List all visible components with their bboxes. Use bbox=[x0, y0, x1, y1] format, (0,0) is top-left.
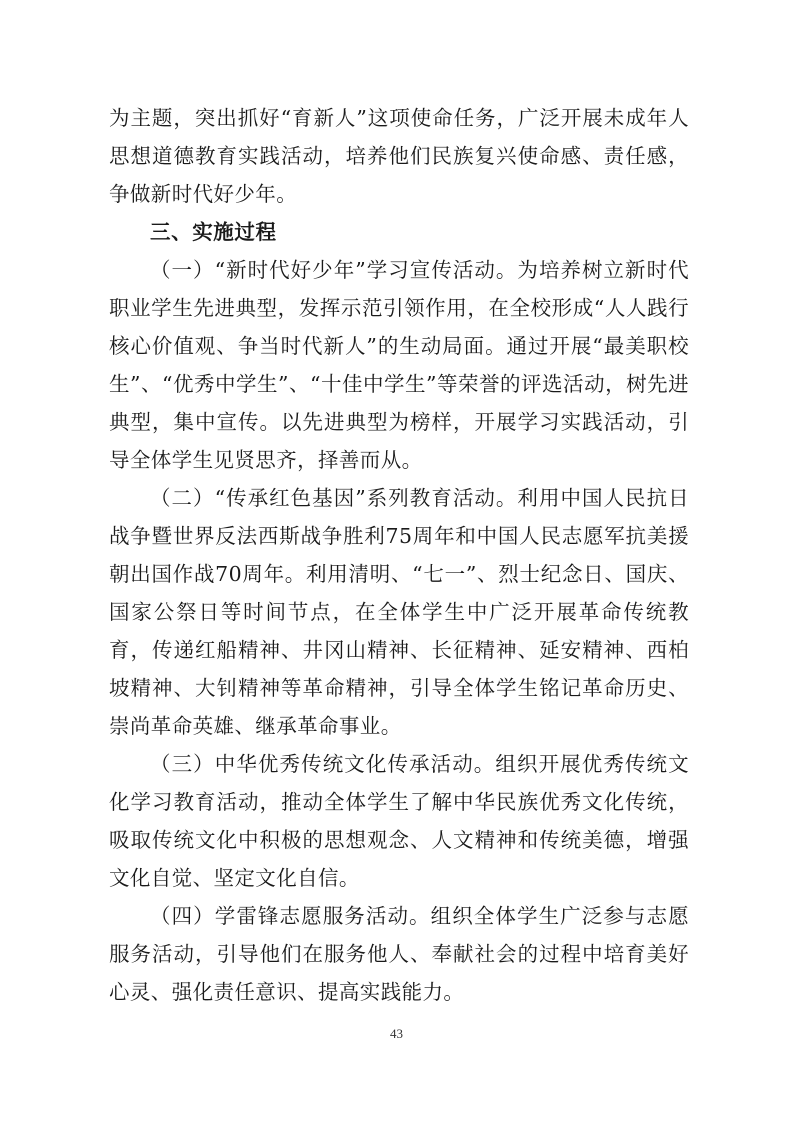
paragraph-item-1: （一）“新时代好少年”学习宣传活动。为培养树立新时代职业学生先进典型，发挥示范引领作用，在全校形成“人人践行核心价值观、争当时代新人”的生动局面。通过开展“最美职校生”、“优秀中学生”、“十佳中学生”等荣誉的评选活动，树先进典型，集中宣传。以先进典型为榜样，开展学习实践活动，引导全体学生见贤思齐，择善而从。 bbox=[109, 258, 689, 472]
document-body bbox=[109, 99, 689, 1011]
paragraph-item-2: （二）“传承红色基因”系列教育活动。利用中国人民抗日战争暨世界反法西斯战争胜利75周年和中国人民志愿军抗美援朝出国作战70周年。利用清明、“七一”、烈士纪念日、国庆、国家公祭日等时间节点，在全体学生中广泛开展革命传统教育，传递红船精神、井冈山精神、长征精神、延安精神、西柏坡精神、大钊精神等革命精神，引导全体学生铭记革命历史、崇尚革命英雄、继承革命事业。 bbox=[109, 486, 689, 738]
page-number: 43 bbox=[390, 1026, 403, 1041]
paragraph-intro-continued: 为主题，突出抓好“育新人”这项使命任务，广泛开展未成年人思想道德教育实践活动，培养他们民族复兴使命感、责任感，争做新时代好少年。 bbox=[109, 106, 689, 206]
paragraph-item-3: （三）中华优秀传统文化传承活动。组织开展优秀传统文化学习教育活动，推动全体学生了解中华民族优秀文化传统，吸取传统文化中积极的思想观念、人文精神和传统美德，增强文化自觉、坚定文化自信。 bbox=[109, 752, 689, 890]
section-heading: 三、实施过程 bbox=[150, 220, 277, 244]
paragraph-item-4: （四）学雷锋志愿服务活动。组织全体学生广泛参与志愿服务活动，引导他们在服务他人、奉献社会的过程中培育美好心灵、强化责任意识、提高实践能力。 bbox=[109, 904, 689, 1004]
